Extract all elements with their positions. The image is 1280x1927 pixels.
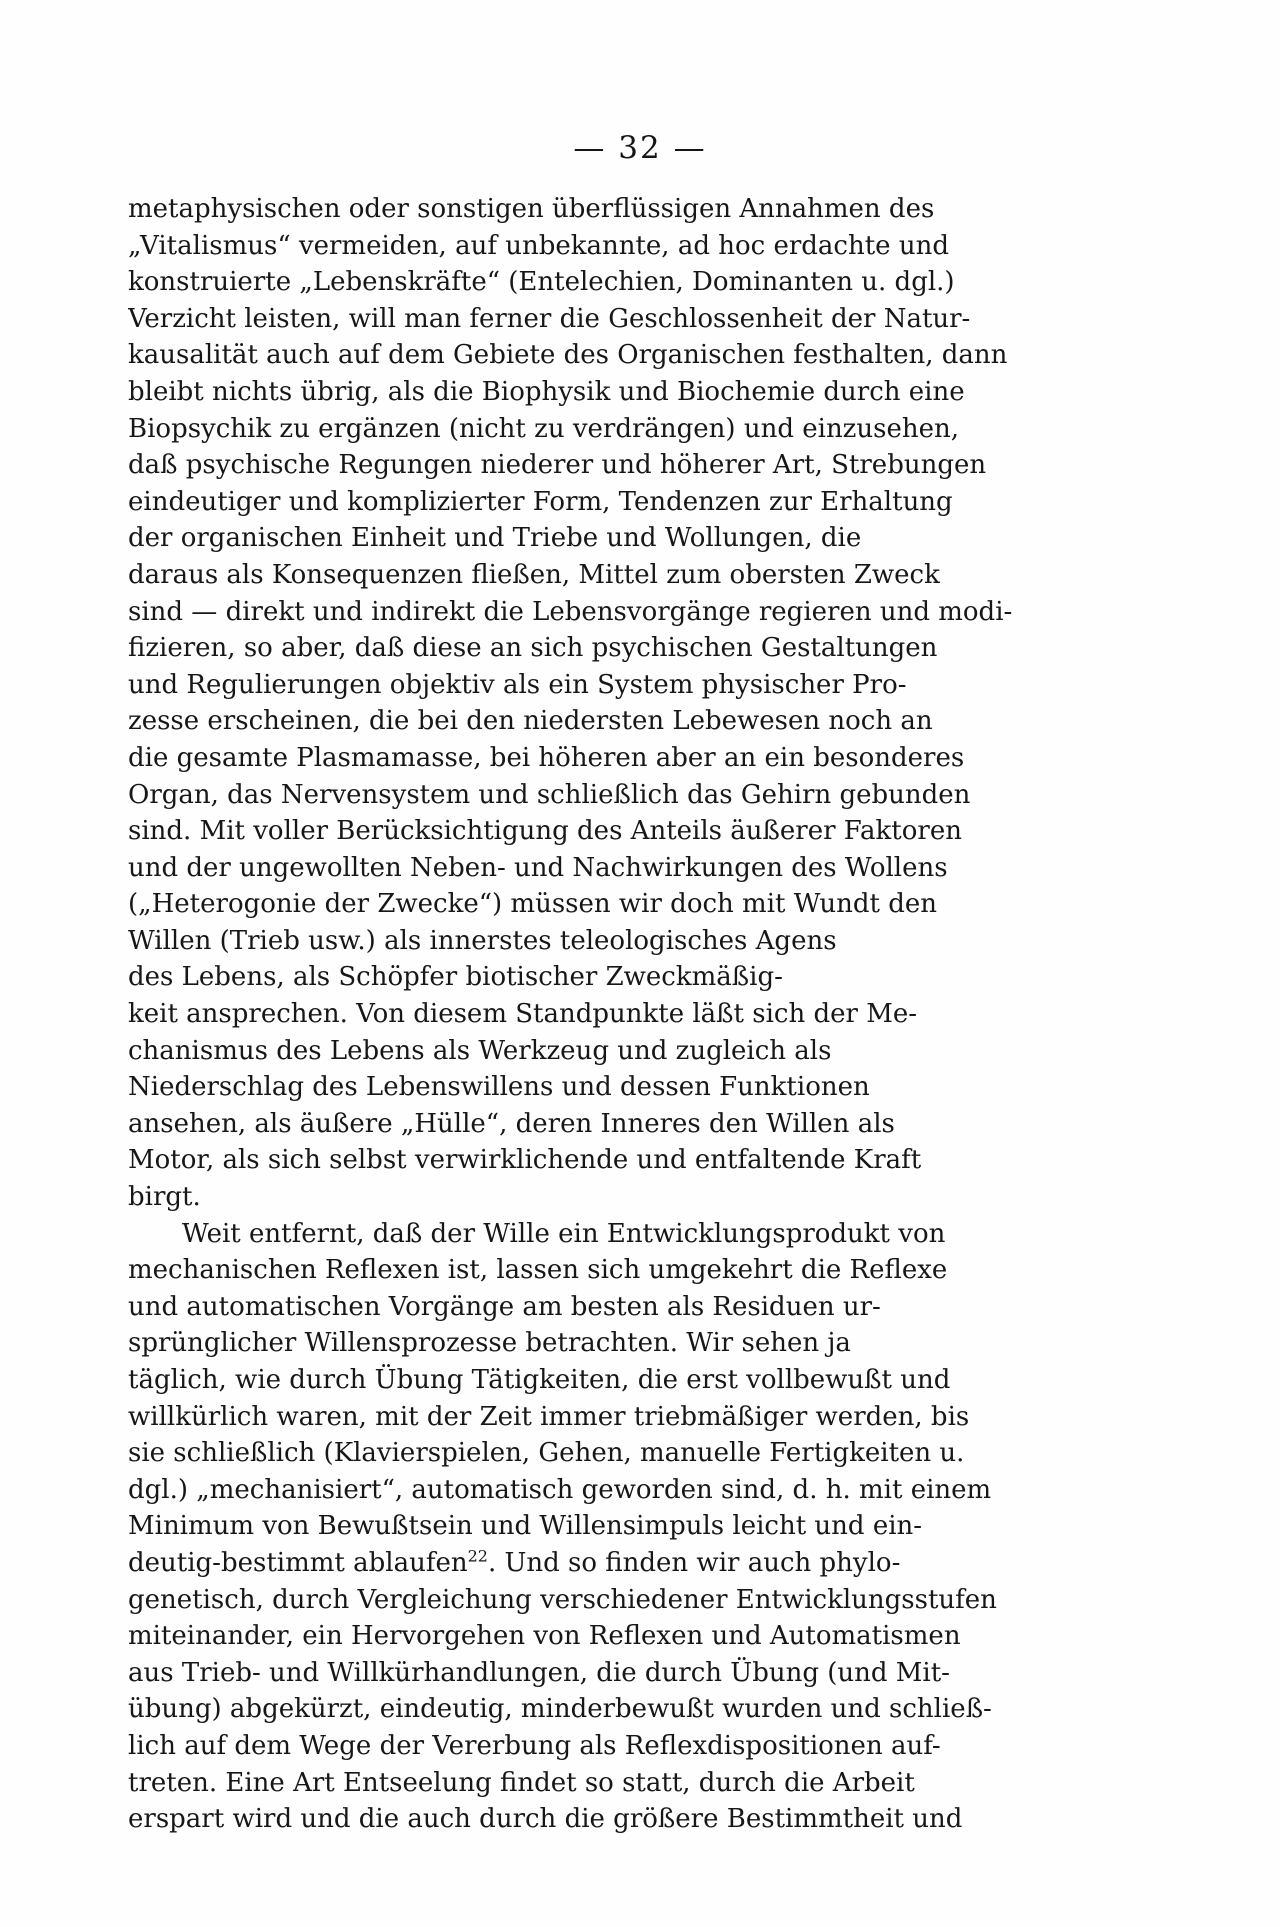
text-line: Minimum von Bewußtsein und Willensimpuls leicht und ein- bbox=[128, 1511, 923, 1542]
text-line: birgt. bbox=[128, 1182, 201, 1213]
text-line: willkürlich waren, mit der Zeit immer triebmäßiger werden, bis bbox=[128, 1401, 970, 1432]
text-line: Verzicht leisten, will man ferner die Geschlossenheit der Natur- bbox=[128, 303, 971, 334]
text-line: genetisch, durch Vergleichung verschiedener Entwicklungsstufen bbox=[128, 1584, 997, 1615]
text-line: ansehen, als äußere „Hülle“, deren Inneres den Willen als bbox=[128, 1108, 895, 1139]
text-line: des Lebens, als Schöpfer biotischer Zweckmäßig- bbox=[128, 962, 783, 993]
text-line: Motor, als sich selbst verwirklichende und entfaltende Kraft bbox=[128, 1145, 922, 1176]
text-line: mechanischen Reflexen ist, lassen sich umgekehrt die Reflexe bbox=[128, 1255, 948, 1286]
text-line: („Heterogonie der Zwecke“) müssen wir doch mit Wundt den bbox=[128, 889, 938, 920]
text-line: Biopsychik zu ergänzen (nicht zu verdrängen) und einzusehen, bbox=[128, 413, 959, 444]
text-line: Weit entfernt, daß der Wille ein Entwicklungsprodukt von bbox=[182, 1218, 946, 1249]
text-line-with-footnote bbox=[128, 1545, 1085, 1582]
text-line: konstruierte „Lebenskräfte“ (Entelechien, Dominanten u. dgl.) bbox=[128, 267, 955, 298]
footnote-reference[interactable]: 22 bbox=[467, 1546, 488, 1566]
text-line: eindeutiger und komplizierter Form, Tendenzen zur Erhaltung bbox=[128, 486, 953, 517]
text-line: daß psychische Regungen niederer und höherer Art, Strebungen bbox=[128, 450, 987, 481]
text-line: treten. Eine Art Entseelung findet so statt, durch die Arbeit bbox=[128, 1767, 915, 1798]
text-line: sie schließlich (Klavierspielen, Gehen, manuelle Fertigkeiten u. bbox=[128, 1438, 965, 1469]
text-line: kausalität auch auf dem Gebiete des Organischen festhalten, dann bbox=[128, 340, 1008, 371]
text-line: aus Trieb- und Willkürhandlungen, die durch Übung (und Mit- bbox=[128, 1657, 950, 1688]
text-line: und der ungewollten Neben- und Nachwirkungen des Wollens bbox=[128, 852, 948, 883]
text-line: miteinander, ein Hervorgehen von Reflexen und Automatismen bbox=[128, 1621, 961, 1652]
text-line: zesse erscheinen, die bei den niedersten Lebewesen noch an bbox=[128, 706, 933, 737]
text-line: sprünglicher Willensprozesse betrachten. Wir sehen ja bbox=[128, 1328, 851, 1359]
text-line: bleibt nichts übrig, als die Biophysik und Biochemie durch eine bbox=[128, 376, 965, 407]
text-line: und Regulierungen objektiv als ein System physischer Pro- bbox=[128, 669, 907, 700]
text-line: übung) abgekürzt, eindeutig, minderbewußt wurden und schließ- bbox=[128, 1694, 992, 1725]
text-line: täglich, wie durch Übung Tätigkeiten, die erst vollbewußt und bbox=[128, 1365, 951, 1395]
text-line: dgl.) „mechanisiert“, automatisch geworden sind, d. h. mit einem bbox=[128, 1474, 992, 1505]
text-line: Organ, das Nervensystem und schließlich das Gehirn gebunden bbox=[128, 779, 971, 810]
text-line: daraus als Konsequenzen fließen, Mittel zum obersten Zweck bbox=[128, 559, 940, 590]
text-line: lich auf dem Wege der Vererbung als Reflexdispositionen auf- bbox=[128, 1730, 941, 1761]
text-segment: deutig-bestimmt ablaufen bbox=[128, 1547, 468, 1578]
text-line: der organischen Einheit und Triebe und Wollungen, die bbox=[128, 523, 862, 554]
text-line: Willen (Trieb usw.) als innerstes teleologisches Agens bbox=[128, 925, 837, 956]
text-line: Niederschlag des Lebenswillens und dessen Funktionen bbox=[128, 1072, 870, 1103]
text-segment: . Und so finden wir auch phylo- bbox=[487, 1547, 901, 1578]
text-line: sind. Mit voller Berücksichtigung des Anteils äußerer Faktoren bbox=[128, 816, 962, 847]
text-line: keit ansprechen. Von diesem Standpunkte läßt sich der Me- bbox=[128, 999, 918, 1030]
page-number: — 32 — bbox=[573, 130, 707, 166]
text-line: sind — direkt und indirekt die Lebensvorgänge regieren und modi- bbox=[128, 596, 1013, 627]
text-line: die gesamte Plasmamasse, bei höheren aber an ein besonderes bbox=[128, 742, 965, 773]
text-line: und automatischen Vorgänge am besten als Residuen ur- bbox=[128, 1291, 881, 1322]
text-line: „Vitalismus“ vermeiden, auf unbekannte, ad hoc erdachte und bbox=[128, 230, 949, 261]
body-text bbox=[128, 191, 1085, 1838]
text-line: fizieren, so aber, daß diese an sich psychischen Gestaltungen bbox=[128, 633, 938, 664]
text-line: chanismus des Lebens als Werkzeug und zugleich als bbox=[128, 1035, 832, 1066]
text-line: metaphysischen oder sonstigen überflüssigen Annahmen des bbox=[128, 194, 935, 224]
text-line: erspart wird und die auch durch die größere Bestimmtheit und bbox=[128, 1804, 963, 1835]
